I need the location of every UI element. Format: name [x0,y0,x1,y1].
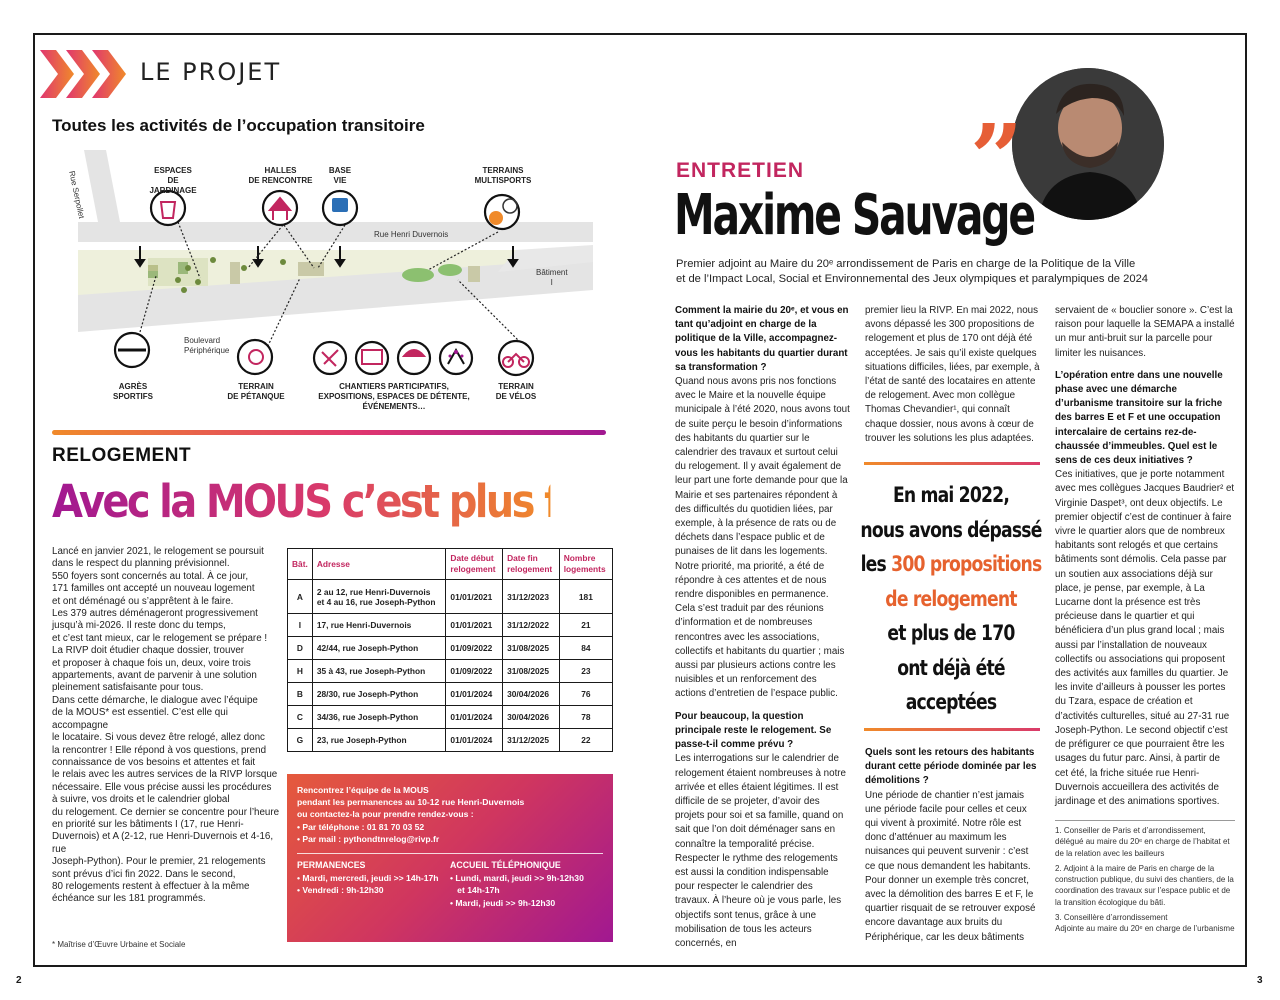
body-line: pleinement satisfaisante pour tous. [52,682,204,694]
body-line: Les 379 autres déménageront progressivement [52,608,258,620]
answer-text: Une période de chantier n’est jamais une période facile pour celles et ceux qui vivent à proximité. Notre rôle est donc d’atténuer au maximum les nuisances qui peuvent survenir : c’est ce que nous demandent les habitants. Pour donner un exemple très concret, avec la démolition des barres E et F, le quartier risquait de se retrouver exposé encore davantage aux bruits du Périphérique, car les deux bâtiments [865,789,1036,943]
pullquote-top-rule [864,462,1040,465]
chevrons-icon [38,48,130,100]
body-line: La RIVP doit étudier chaque dossier, trouver [52,645,245,657]
answer-text: servaient de « bouclier sonore ». C’est la raison pour laquelle la SEMAPA a installé un mur anti-bruit sur la parcelle pour limiter les nuisances. [1055,305,1235,359]
footnotes-rule [1055,820,1235,821]
table-body [288,580,613,752]
cell-date-fin: 31/08/2025 [503,637,560,660]
pullquote-line: et plus de 170 [887,621,1015,645]
cell-batiment: B [288,683,313,706]
cell-nombre: 76 [559,683,612,706]
cell-date-debut: 01/09/2022 [446,637,503,660]
interview-column-1 [675,304,850,959]
label-base-vie-text: BASE VIE [328,166,352,185]
footnote: 2. Adjoint à la maire de Paris en charge de la construction publique, du suivi des chantiers, de la coordination des travaux sur l’espace public et de la transition écologique du bâti. [1055,863,1234,907]
mous-contact-box [287,774,613,942]
cell-batiment: D [288,637,313,660]
question-text: Quels sont les retours des habitants durant cette période dominée par les démolitions ? [865,747,1037,787]
body-line: du relogement. Ce dernier se concentre pour l’heure [52,806,280,818]
entretien-kicker: ENTRETIEN [676,159,805,182]
body-line: Duvernois) et A (2-12, rue Henri-Duvernois et 4-16, rue [52,831,274,855]
answer-text: Quand nous avons pris nos fonctions avec le Maire et la nouvelle équipe municipale à l’été 2020, nous avons tout de suite perçu le besoin d’informations des habitants du quartier sur le calendrier des travaux et surtout celui du relogement. Il y avait également de leur part une forte demande pour que la Mairie et ses partenaires répondent à des difficultés du quotidien liées, par exemple, à la présence de rats ou de déchets dans l’espace public et de punaises de lit dans les logements. Notre priorité, ma priorité, a été de répondre à ces attentes et de nous rendre disponibles en permanence. Cela s’est traduit par des réunions d’information et de nombreuses rencontres avec les associations, collectifs et habitants du quartier ; mais aussi par plusieurs actions contre les nuisibles et un renforcement des actions d’entretien de l’espace public. [675,376,850,700]
cell-date-debut: 01/01/2024 [446,706,503,729]
table-row [288,683,613,706]
gradient-divider [52,430,606,435]
pullquote-line: acceptées [905,690,997,714]
street-batiment: Bâtiment I [536,268,568,287]
label-chantiers [310,382,478,412]
label-halles [248,166,313,186]
body-line: 550 foyers sont concernés au total. À ce jour, [52,570,249,582]
cell-nombre: 78 [559,706,612,729]
label-jardinage [148,166,198,196]
body-line: nécessaire. Elle vous précise aussi les procédures [52,781,272,793]
footnote: 3. Conseillère d’arrondissement Adjointe au maire du 20ᵉ en charge de l’urbanisme [1055,913,1235,934]
cell-batiment: A [288,580,313,614]
pullquote-line [858,547,1043,582]
label-agres [106,382,160,402]
body-line: le locataire. Si vous devez être relogé, allez donc [52,732,265,744]
cell-nombre: 84 [559,637,612,660]
cell-date-fin: 31/08/2025 [503,660,560,683]
portrait-photo [1012,68,1164,220]
accueil-title: ACCUEIL TÉLÉPHONIQUE [450,860,561,871]
cell-date-fin: 31/12/2025 [503,729,560,752]
body-line: jusqu’à mi-2026. Il reste donc du temps, [52,620,226,632]
column-header: Nombre logements [559,549,612,580]
question-text: Pour beaucoup, la question principale reste le relogement. Se passe-t-il comme prévu ? [675,710,832,751]
answer-text: Ces initiatives, que je porte notamment avec mes collègues Jacques Baudrier² et Virginie Daspet³, ont deux objectifs. Le premier objectif c’est de continuer à faire vivre le quartier alors que de nombreux habitants sont relogés et que certains bâtiments sont démolis. Cela passe par un soutien aux associations déjà sur place, je pense, par exemple, à La Lucarne dont la présence est très précieuse dans le quartier et qui bénéficiera d’un plus grand local ; mais aussi par l’installation de nouveaux collectifs ou associations qui proposent des activités aux familles du quartier. Je les invite d’ailleurs à pousser les portes du Tzara, espace de création et d’activités culturelles, situé au 27-31 rue Joseph-Python. Le second objectif c’est de préfigurer ce que pourraient être les usages du futur parc. Ainsi, à partir de cet été, la friche située rue Henri-Duvernois accueillera des activités de jardinage et des animations sportives. [1055,469,1235,807]
cell-date-debut: 01/01/2021 [446,580,503,614]
pullquote-highlight: 300 propositions [891,552,1042,576]
cell-adresse: 34/36, rue Joseph-Python [312,706,446,729]
label-velos-text: TERRAIN DE VÉLOS [495,382,537,401]
relogement-kicker: RELOGEMENT [52,445,192,466]
pullquote-bottom-rule [864,728,1040,731]
cell-batiment: I [288,614,313,637]
relogement-title: Avec la MOUS c’est plus facile [52,468,550,536]
label-halles-text: HALLES DE RENCONTRE [248,166,313,185]
permanences-lines [297,872,450,896]
footnotes [1055,820,1235,939]
label-multisports-text: TERRAINS MULTISPORTS [474,166,532,185]
cell-adresse: 42/44, rue Joseph-Python [312,637,446,660]
body-line: 80 relogements restent à effectuer à la même [52,880,250,892]
pullquote-line: ont déjà été [897,655,1005,680]
pullquote-fragment: les [860,552,892,576]
qa-block [1055,304,1235,361]
qa-block [1055,369,1235,809]
mous-intro [297,784,603,845]
qa-block [675,304,850,702]
body-line: 171 familles ont accepté un nouveau logement [52,583,255,595]
cell-date-debut: 01/01/2024 [446,729,503,752]
table-row [288,580,613,614]
portrait-illustration [1012,68,1164,220]
table-row [288,660,613,683]
activity-map [48,150,608,420]
permanences-column [297,859,450,909]
cell-batiment: H [288,660,313,683]
interview-column-3 [1055,304,1235,817]
accueil-lines [450,872,603,909]
cell-date-fin: 31/12/2022 [503,614,560,637]
accueil-line: • Lundi, mardi, jeudi >> 9h-12h30 [450,873,584,884]
body-line: dans le respect du planning prévisionnel. [52,558,230,570]
column-header: Date fin relogement [503,549,560,580]
mous-line: pendant les permanences au 10-12 rue Henri-Duvernois [297,797,525,808]
mous-line: Rencontrez l’équipe de la MOUS [297,785,429,795]
pullquote-line: nous avons dépassé [860,517,1042,542]
footnote: 1. Conseiller de Paris et d’arrondissement, délégué au maire du 20ᵉ en charge de l’habitat et de la relation avec les bailleurs [1055,826,1230,858]
cell-adresse: 28/30, rue Joseph-Python [312,683,446,706]
relogement-body [52,546,282,906]
cell-date-fin: 30/04/2026 [503,706,560,729]
body-line: et c’est tant mieux, car le relogement se prépare ! [52,632,268,644]
column-header: Date début relogement [446,549,503,580]
mous-line: • Par téléphone : 01 81 70 03 52 [297,821,425,832]
body-line: et proposer à chaque fois un, deux, voire trois [52,657,251,669]
cell-date-fin: 30/04/2026 [503,683,560,706]
page-number-left: 2 [16,975,22,986]
cell-nombre: 22 [559,729,612,752]
cell-date-debut: 01/01/2021 [446,614,503,637]
cell-date-debut: 01/09/2022 [446,660,503,683]
body-line: Joseph-Python). Pour le premier, 21 relogements [52,856,266,868]
table-header-row [288,549,613,580]
answer-text: premier lieu la RIVP. En mai 2022, nous avons dépassé les 300 propositions de relogement et plus de 170 ont déjà été acceptées. Je sais qu’il existe quelques situations difficiles, liées, par exemple, à l’état de santé des locataires en attente de relogement. Avec mon collègue Thomas Chevandier¹, qui connaît chaque dossier, nous avons à cœur de trouver les solutions les plus adaptées. [865,305,1040,444]
body-line: et ont déménagé ou s’apprêtent à le faire. [52,595,234,607]
mous-line: • Par mail : pythondtnrelog@rivp.fr [297,833,440,844]
mous-columns [297,859,603,909]
body-line: de la MOUS* est essentiel. C’est elle qui accompagne [52,707,228,731]
cell-adresse: 2 au 12, rue Henri-Duvernois et 4 au 16, rue Joseph-Python [312,580,446,614]
column-header: Adresse [312,549,446,580]
subtitle-line: et de l’Impact Local, Social et Environnemental des Jeux olympiques et paralympiques de 2024 [676,273,1149,285]
permanence-line: • Vendredi : 9h-12h30 [297,885,384,896]
body-line: appartements, avant de parvenir à une solution [52,670,257,682]
cell-adresse: 17, rue Henri-Duvernois [312,614,446,637]
label-chantiers-text: CHANTIERS PARTICIPATIFS, EXPOSITIONS, ESPACES DE DÉTENTE, ÉVÉNEMENTS… [318,382,470,411]
body-line: en priorité sur les bâtiments I (17, rue Henri- [52,818,244,830]
qa-block [865,746,1040,945]
street-duvernois: Rue Henri Duvernois [374,230,449,239]
accueil-line: • Mardi, jeudi >> 9h-12h30 [450,897,556,908]
label-velos [486,382,546,402]
section-heading: LE PROJET [140,58,282,86]
page-number-right: 3 [1257,975,1263,986]
pullquote-line: En mai 2022, [892,483,1010,507]
map-title: Toutes les activités de l’occupation transitoire [52,116,425,135]
body-line: à suivre, vos droits et le calendrier global [52,794,230,806]
body-line: connaissance de vos besoins et attentes et fait [52,756,256,768]
body-line: Dans cette démarche, le dialogue avec l’équipe [52,694,258,706]
mous-line: ou contactez-la pour prendre rendez-vous : [297,809,474,820]
table-row [288,729,613,752]
relogement-footnote: * Maîtrise d’Œuvre Urbaine et Sociale [52,940,186,949]
street-boulevard: Boulevard Périphérique [184,336,230,355]
label-petanque-text: TERRAIN DE PÉTANQUE [227,382,285,401]
cell-nombre: 23 [559,660,612,683]
body-line: sont prévus d’ici fin 2022. Dans le second, [52,868,236,880]
label-base-vie [323,166,357,186]
interview-column-2-top [865,304,1040,454]
accueil-column [450,859,603,909]
permanence-line: • Mardi, mercredi, jeudi >> 14h-17h [297,873,439,884]
question-text: L’opération entre dans une nouvelle phase avec une démarche d’urbanisme transitoire sur la friche des barres E et F et une occupation intercalaire de certains rez-de-chaussée d’immeubles. Quel est le sens de ces deux initiatives ? [1055,369,1223,467]
question-text: Comment la mairie du 20ᵉ, et vous en tant qu’adjoint en charge de la politique de la Ville, accompagnez-vous les habitants du quartier durant sa transformation ? [675,305,849,373]
cell-adresse: 35 à 43, rue Joseph-Python [312,660,446,683]
interview-column-2-bottom [865,746,1040,953]
footnotes-list [1055,825,1235,935]
label-agres-text: AGRÈS SPORTIFS [112,382,153,401]
label-multisports [468,166,538,186]
interviewee-subtitle [676,257,1216,287]
interviewee-name: Maxime Sauvage [674,183,1034,248]
cell-batiment: C [288,706,313,729]
cell-date-fin: 31/12/2023 [503,580,560,614]
table-row [288,637,613,660]
label-petanque [224,382,288,402]
cell-date-debut: 01/01/2024 [446,683,503,706]
cell-nombre: 21 [559,614,612,637]
cell-nombre: 181 [559,580,612,614]
subtitle-line: Premier adjoint au Maire du 20ᵉ arrondissement de Paris en charge de la Politique de la Ville [676,258,1136,270]
column-header: Bât. [288,549,313,580]
pullquote [858,478,1044,720]
body-line: Lancé en janvier 2021, le relogement se poursuit [52,546,264,557]
accueil-line: et 14h-17h [450,885,500,896]
answer-text: Les interrogations sur le calendrier de relogement étaient nombreuses à notre arrivée et elles étaient légitimes. Il est difficile de se projeter, d’avoir des projets pour soi et sa famille, quand on sait que l’on doit déménager sans en connaître la temporalité précise. Respecter le rythme des relogements est aussi la condition indispensable pour respecter le calendrier des travaux. À l’heure où je vous parle, les objectifs sont tenus, grâce à une mobilisation de tous les acteurs concernés, en [675,753,847,949]
body-line: la rencontrer ! Elle répond à vos questions, prend [52,744,267,756]
body-line: échéance sur les 181 programmés. [52,893,206,905]
quote-mark-icon: ” [970,104,1023,212]
cell-adresse: 23, rue Joseph-Python [312,729,446,752]
street-serpollet: Rue Serpollet [67,170,87,220]
table-row [288,706,613,729]
map-drawing [48,150,608,420]
cell-batiment: G [288,729,313,752]
relogement-table [287,548,613,752]
label-jardinage-text: ESPACES DE JARDINAGE [149,166,197,195]
body-line: le relais avec les autres services de la RIVP lorsque [52,769,278,781]
table-row [288,614,613,637]
permanences-title: PERMANENCES [297,860,366,871]
mous-divider [297,853,603,854]
qa-block [675,710,850,951]
pullquote-line: de relogement [885,586,1017,611]
